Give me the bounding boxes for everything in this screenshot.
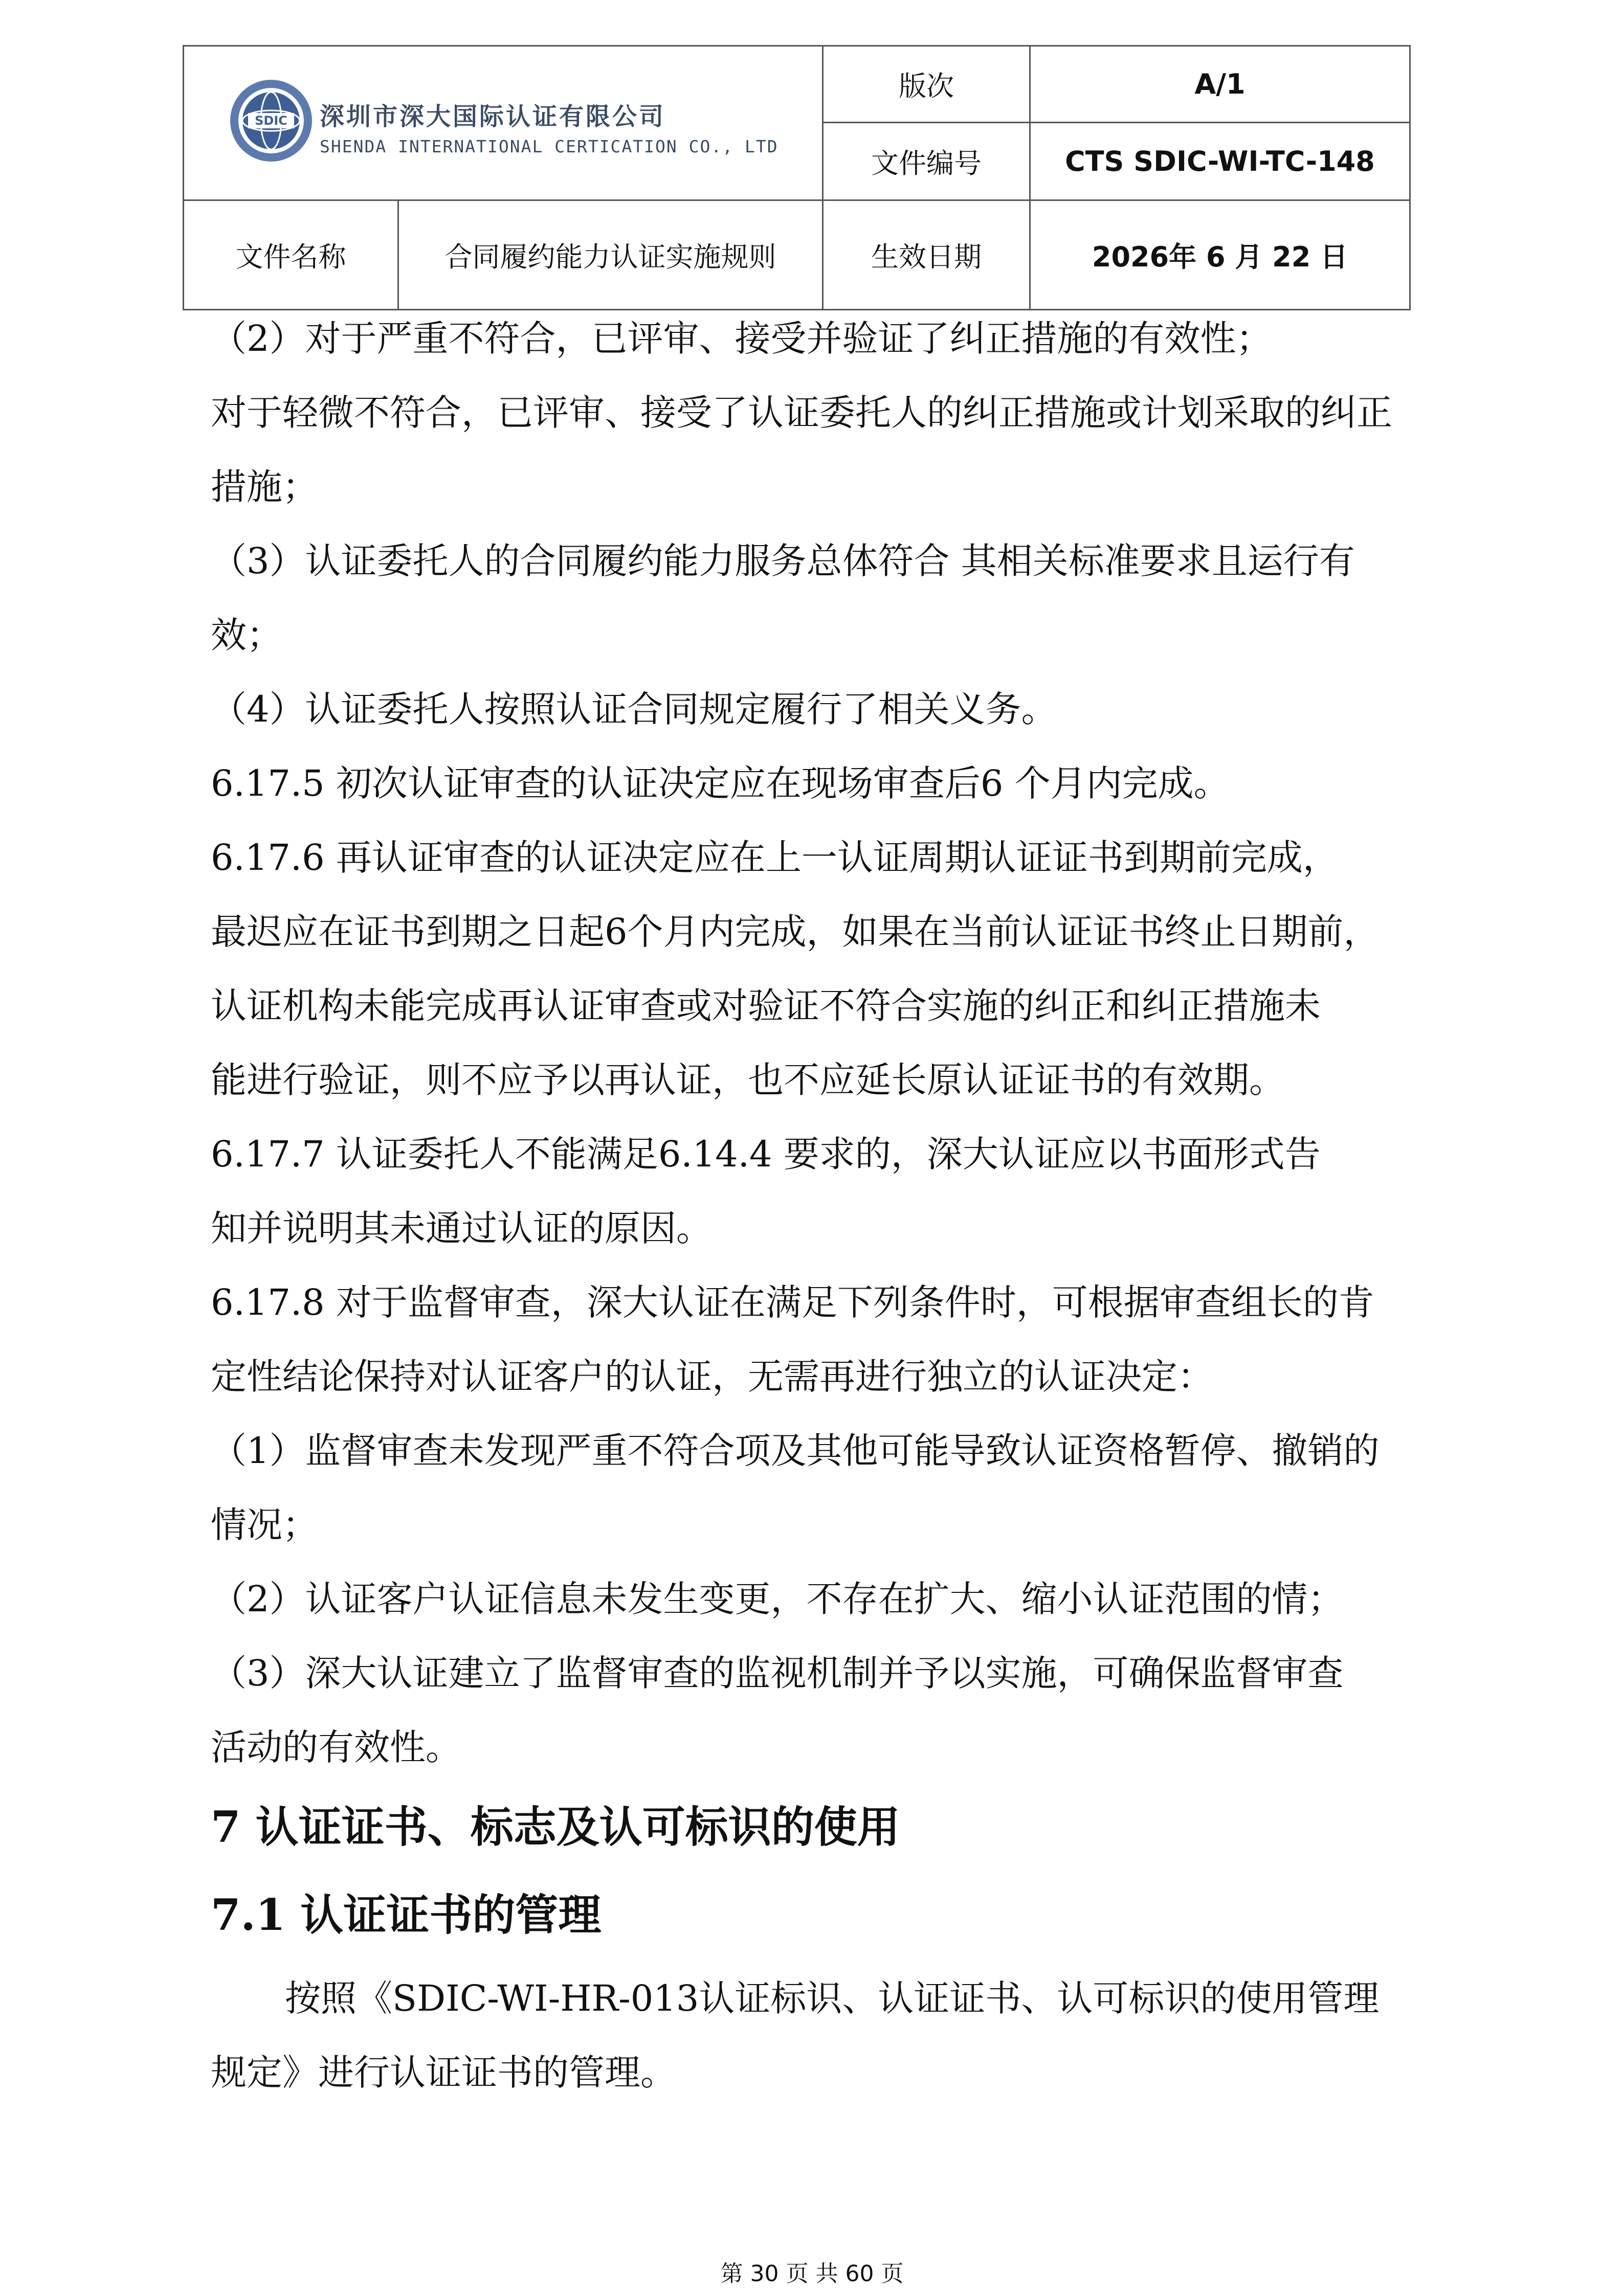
body-line: 知并说明其未通过认证的原因。 bbox=[211, 1207, 712, 1249]
body-line: 能进行验证，则不应予以再认证，也不应延长原认证证书的有效期。 bbox=[211, 1059, 1285, 1101]
body-line: （3）认证委托人的合同履约能力服务总体符合 其相关标准要求且运行有 bbox=[211, 540, 1355, 582]
body-line: 6.17.8 对于监督审查，深大认证在满足下列条件时，可根据审查组长的肯 bbox=[211, 1281, 1374, 1323]
version-value: A/1 bbox=[1030, 46, 1410, 123]
body-line: 效； bbox=[211, 614, 282, 656]
body-line: （2）认证客户认证信息未发生变更，不存在扩大、缩小认证范围的情； bbox=[211, 1578, 1344, 1620]
body-line: 最迟应在证书到期之日起6个月内完成，如果在当前认证证书终止日期前， bbox=[211, 911, 1380, 953]
section-heading-7-1: 7.1 认证证书的管理 bbox=[211, 1889, 602, 1940]
body-line: 定性结论保持对认证客户的认证，无需再进行独立的认证决定： bbox=[211, 1356, 1213, 1398]
docno-label: 文件编号 bbox=[823, 123, 1030, 200]
body-line: （3）深大认证建立了监督审查的监视机制并予以实施，可确保监督审查 bbox=[211, 1652, 1344, 1694]
sdic-seal-icon bbox=[228, 77, 315, 164]
docno-value: CTS SDIC-WI-TC-148 bbox=[1030, 123, 1410, 200]
body-line: 规定》进行认证证书的管理。 bbox=[211, 2052, 676, 2094]
company-logo bbox=[228, 77, 816, 179]
svg-text:SDIC: SDIC bbox=[255, 114, 287, 128]
body-line: （1）监督审查未发现严重不符合项及其他可能导致认证资格暂停、撤销的 bbox=[211, 1430, 1380, 1472]
docname-value: 合同履约能力认证实施规则 bbox=[398, 200, 823, 310]
section-heading-7: 7 认证证书、标志及认可标识的使用 bbox=[211, 1802, 900, 1852]
body-line: 按照《SDIC-WI-HR-013认证标识、认证证书、认可标识的使用管理 bbox=[285, 1977, 1380, 2019]
body-line: 6.17.7 认证委托人不能满足6.14.4 要求的，深大认证应以书面形式告 bbox=[211, 1133, 1321, 1175]
version-label: 版次 bbox=[823, 46, 1030, 123]
docname-label: 文件名称 bbox=[184, 200, 398, 310]
body-line: （4）认证委托人按照认证合同规定履行了相关义务。 bbox=[211, 688, 1057, 730]
document-header-table bbox=[183, 45, 1411, 310]
company-logo-cell bbox=[184, 46, 823, 200]
company-name-cn: 深圳市深大国际认证有限公司 bbox=[320, 102, 666, 131]
date-value: 2026年 6 月 22 日 bbox=[1030, 200, 1410, 310]
date-label: 生效日期 bbox=[823, 200, 1030, 310]
body-line: 认证机构未能完成再认证审查或对验证不符合实施的纠正和纠正措施未 bbox=[211, 985, 1321, 1027]
body-line: （2）对于严重不符合，已评审、接受并验证了纠正措施的有效性； bbox=[211, 318, 1272, 359]
body-line: 对于轻微不符合，已评审、接受了认证委托人的纠正措施或计划采取的纠正 bbox=[211, 392, 1392, 434]
page-number: 第 30 页 共 60 页 bbox=[720, 2261, 904, 2287]
body-line: 措施； bbox=[211, 466, 318, 508]
body-line: 6.17.5 初次认证审查的认证决定应在现场审查后6 个月内完成。 bbox=[211, 762, 1230, 804]
body-line: 活动的有效性。 bbox=[211, 1726, 461, 1768]
body-line: 6.17.6 再认证审查的认证决定应在上一认证周期认证证书到期前完成， bbox=[211, 837, 1339, 879]
body-line: 情况； bbox=[211, 1504, 318, 1546]
company-name-en: SHENDA INTERNATIONAL CERTICATION CO., LTD bbox=[320, 137, 778, 156]
